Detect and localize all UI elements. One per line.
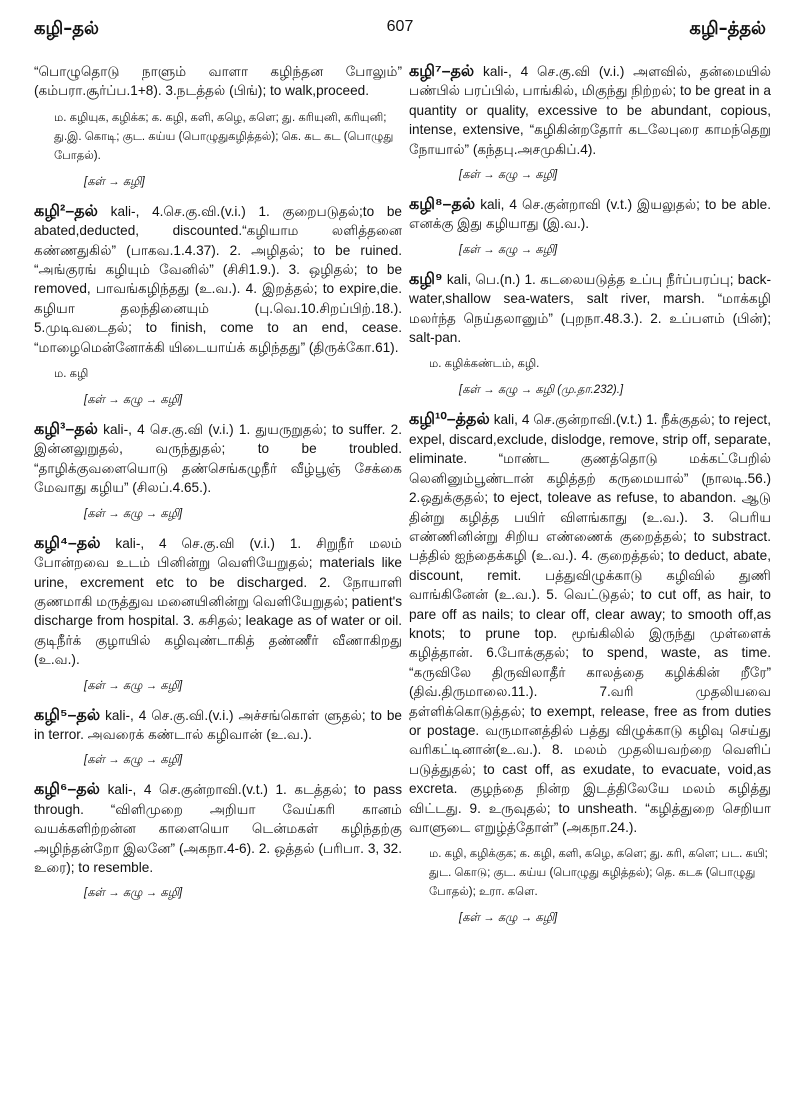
headword: கழி⁸–தல் <box>409 196 476 214</box>
entry-body: kali-, 4.செ.கு.வி.(v.i.) 1. குறைபடுதல்;to be abated,deducted, discounted.“கழியாம லளித்தனை கண்ணதுகில்” (பாகவ.1.4.37). 2. அழிதல்; to be ruined. “அங்குரங் கழியும் வேனில்” (சிசி1.9.). 3. ஒழிதல்; to be removed, பாவங்கழிந்தது (உ.வ.). 4. இறத்தல்; to expire,die. கழியா தலந்தினையும் (பு.வெ.10.சிறப்பிற்.18.). 5.முடிவடைதல்; to finish, come to an end, cease. “மாழைமென்னோக்கி யிடையாய்க் கழிந்தது” (திருக்கோ.61). <box>34 203 402 355</box>
right-column <box>409 62 771 938</box>
etymology: [கள் → கழு → கழி] <box>459 169 558 182</box>
etymology: [கள் → கழு → கழி] <box>84 394 183 407</box>
headword: கழி³–தல் <box>34 421 98 439</box>
running-head-left: கழி–தல் <box>34 18 99 39</box>
entry-body: kali-, 4 செ.கு.வி (v.i.) 1. சிறுநீர் மலம் போன்றவை உடம் பினின்று வெளியேறுதல்; materials like urine, excrement etc to be discharged. 2. நோயாளி குணமாகி மருத்துவ மனையினின்று வெளியேறுதல்; patient's discharge from hospital. 3. கசிதல்; leakage as of water or oil. குடிநீர்க் குழாயில் கழிவுண்டாகித் தண்ணீர் வீணாகிறது (உ.வ.). <box>34 535 402 668</box>
page-number: 607 <box>386 18 414 35</box>
headword: கழி¹⁰–த்தல் <box>409 411 490 429</box>
etymology: [கள் → கழு → கழி] <box>84 887 183 900</box>
entry-body: kali, பெ.(n.) 1. கடலையடுத்த உப்பு நீர்ப்பரப்பு; back-water,shallow sea-waters, salt river, marsh. “மாக்கழி மலர்ந்த நெய்தலானும்” (புறநா.48.3.). 2. உப்பளம் (பின்); salt-pan. <box>409 271 772 346</box>
headword: கழி⁶–தல் <box>34 781 100 799</box>
continued-entry-text: “பொழுதொடு நாளும் வாளா கழிந்தன போலும்” (கம்பரா.சூர்ப்ப.1+8). 3.நடத்தல் (பிங்); to walk,proceed. <box>34 64 402 99</box>
headword: கழி⁷–தல் <box>409 63 475 80</box>
left-column <box>34 62 402 913</box>
headword: கழி⁹ <box>409 270 443 288</box>
cognates: ம. கழிக்கண்டம், கழி. <box>429 358 540 371</box>
entry-kali-8 <box>409 195 771 234</box>
headword: கழி⁴–தல் <box>34 534 101 552</box>
cognates: ம. கழி <box>54 368 89 381</box>
cognates: ம. கழி, கழிக்குக; க. கழி, களி, கழெ, களெ; து. கரி, களெ; பட. கயி; துட. கொடு; குட. கய்ய (பொழுது கழித்தல்); தெ. கடசு (பொழுது போதல்); உரா. களெ. <box>429 848 768 899</box>
etymology: [கள் → கழு → கழி] <box>84 679 183 692</box>
entry-kali-9 <box>409 270 771 348</box>
entry-body: kali-, 4 செ.கு.வி.(v.i.) அச்சங்கொள் ளுதல்; to be in terror. அவரைக் கண்டால் கழிவான் (உ.வ.). <box>34 707 402 742</box>
etymology: [கள் → கழி] <box>84 175 145 188</box>
etymology: [கள் → கழு → கழி (மு.தா.232).] <box>459 384 624 397</box>
entry-body: kali-, 4 செ.கு.வி (v.i.) அளவில், தன்மையில் பண்பில் பரப்பில், பாங்கில், மிகுந்து நிற்றல்; to be great in a quantity or quality, excessive to be abundant, copious, intense, extensive, “கழிகின்றதோர் கடலேபுரை காமந்தெறு நோயால்” (கந்தபு.அசமுகிப்.4). <box>409 64 771 157</box>
running-head-right: கழி–த்தல் <box>689 18 766 39</box>
headword: கழி⁵–தல் <box>34 706 101 724</box>
entry-kali-10 <box>409 410 771 837</box>
entry-body: kali-, 4 செ.குன்றாவி.(v.t.) 1. கடத்தல்; to pass through. “விளிமுறை அறியா வேய்கரி கானம் வயக்களிற்றன்ன காளையொ டென்மகள் கழிந்தற்கு அழிந்தன்றோ இலனே” (அகநா.4-6). 2. ஒத்தல் (பரிபா. 3, 32. உரை); to resemble. <box>34 782 402 875</box>
entry-kali-7 <box>409 62 771 159</box>
entry-body: kali, 4 செ.குன்றாவி.(v.t.) 1. நீக்குதல்; to reject, expel, discard,exclude, dislodge, remove, strip off, separate, eliminate. “மாண்ட குணத்தொடு மக்கட்பேறில் லெனினும்பூண்டான் கழித்தற் கருமையால்” (நாலடி.56.) 2.ஒதுக்குதல்; to eject, toleave as refuse, to abandon. ஆடு தின்று கழித்த பயிர் விளங்காது (உ.வ.). 3. பெரிய எண்ணினின்று சிறிய எண்ணைக் குறைத்தல்; to substract. பத்தில் ஐந்தைக்கழி (உ.வ.). 4. குறைத்தல்; to deduct, abate, discount, remit. பத்துவிழுக்காடு கழிவில் துணி வாங்கினேன் (உ.வ.). 5. வெட்டுதல்; to cut off, as hair, to pare off as nails; to clear off, clear away; to smooth off,as knots; to prune top. மூங்கிலில் இருந்து முள்ளைக் கழித்தான். 6.போக்குதல்; to spend, waste, as time. “கருவிலே திருவிலாதீர் காலத்தை கழிக்கின் றீரே” (திவ்.திருமாலை.11.). 7.வரி முதலியவை தள்ளிக்கொடுத்தல்; to exempt, release, free as from duties or postage. வருமானத்தில் பத்து விழுக்காடு கழிவு செய்து வரிகட்டினான்(உ.வ.). 8. மலம் முதலியவற்றை வெளிப் படுத்துதல்; to cast off, as exudate, to evacuate, void,as excreta. குழந்தை நின்ற இடத்திலேயே மலம் கழித்து விட்டது. 9. உருவுதல்; to unsheath. “கழித்துறை செறியா வாளுடை எறுழ்த்தோள்” (அகநா.24.). <box>409 412 771 835</box>
etymology: [கள் → கழு → கழி] <box>84 754 183 767</box>
entry-kali-6 <box>34 780 402 877</box>
entry-body: kali-, 4 செ.கு.வி (v.i.) 1. துயருறுதல்; to suffer. 2. இன்னலுறுதல், வருந்துதல்; to be troubled. “தாழிக்குவளையொடு தண்செங்கழுநீர் வீழ்பூஞ் சேக்கை மேவாது கழிய” (சிலப்.4.65.). <box>34 422 402 496</box>
entry-kali-4 <box>34 534 402 670</box>
entry-kali-5 <box>34 706 402 745</box>
entry-kali-3 <box>34 420 402 498</box>
etymology: [கள் → கழு → கழி] <box>459 243 558 256</box>
headword: கழி²–தல் <box>34 202 98 220</box>
entry-kali-2 <box>34 202 402 357</box>
etymology: [கள் → கழு → கழி] <box>84 507 183 520</box>
etymology: [கள் → கழு → கழி] <box>459 912 558 925</box>
cognates: ம. கழியுக, கழிக்க; க. கழி, களி, கழெ, களெ; து. கரியுனி, கரியுனி; து.இ. கொடி; குட. கய்ய (பொழுதுகழித்தல்); கெ. கட கட (பொழுது போதல்). <box>54 111 394 162</box>
entry-body: kali, 4 செ.குன்றாவி (v.t.) இயலுதல்; to be able. எனக்கு இது கழியாது (இ.வ.). <box>409 197 771 232</box>
